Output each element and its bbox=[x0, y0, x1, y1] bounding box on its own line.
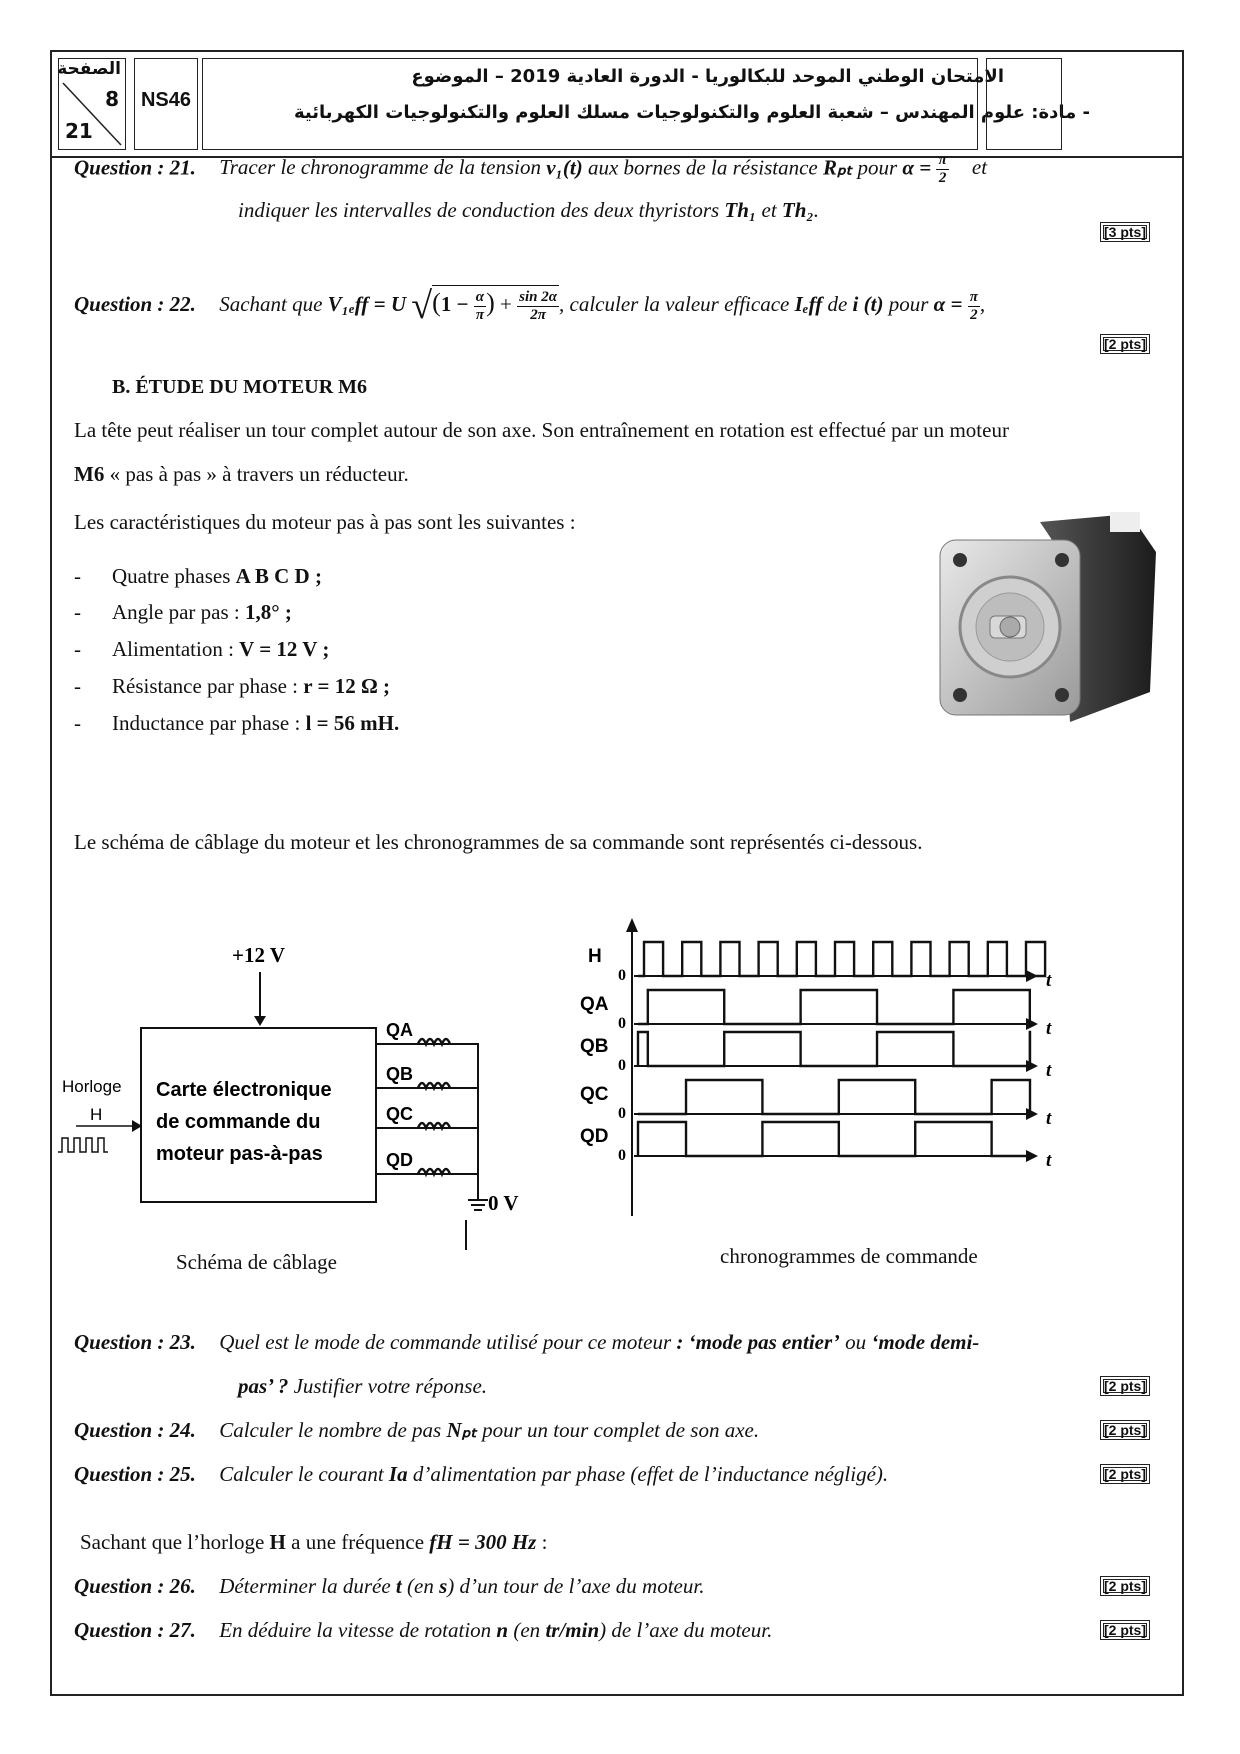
signal-label: QB bbox=[580, 1036, 609, 1057]
q26-t: t bbox=[395, 1574, 402, 1598]
signal-label: QD bbox=[580, 1126, 609, 1147]
t-label: t bbox=[1046, 1018, 1052, 1039]
clock-sentence-b: a une fréquence bbox=[285, 1530, 430, 1554]
q24-line bbox=[74, 1418, 759, 1443]
section-b-para3: Le schéma de câblage du moteur et les chronogrammes de sa commande sont représentés ci-dessous. bbox=[74, 830, 923, 854]
signal-label: QC bbox=[580, 1084, 609, 1105]
ground-label: 0 V bbox=[488, 1191, 519, 1215]
q27-points: [2 pts] bbox=[1100, 1620, 1150, 1640]
q22-label: Question : 22. bbox=[74, 291, 196, 316]
q21-line1 bbox=[74, 152, 987, 187]
exam-code: NS46 bbox=[140, 89, 192, 111]
q25-line bbox=[74, 1462, 888, 1487]
spec-item: - Inductance par phase : l = 56 mH. bbox=[74, 711, 400, 735]
clock-sentence-c: : bbox=[536, 1530, 548, 1554]
sqrt-body: (1 − $\frac{\alpha}{\pi}$ ) + $\frac{\sin 2\alpha}{2\pi}$ bbox=[432, 285, 559, 324]
page-counter-box bbox=[58, 58, 126, 150]
zero-label: 0 bbox=[618, 1147, 626, 1164]
q23-text-d: ‘mode demi- bbox=[871, 1330, 980, 1354]
wiring-caption: Schéma de câblage bbox=[176, 1250, 337, 1274]
q23-text-c: ou bbox=[839, 1330, 872, 1354]
clock-signal-icon bbox=[58, 1138, 108, 1152]
q22-points: [2 pts] bbox=[1100, 334, 1150, 354]
page-label: الصفحة bbox=[57, 59, 121, 79]
page-number: 8 bbox=[105, 87, 119, 111]
output-qd: QD bbox=[386, 1150, 413, 1170]
q21-et: et bbox=[971, 155, 988, 180]
sqrt-sign: √ bbox=[411, 285, 433, 327]
clock-sentence-h: H bbox=[269, 1530, 286, 1554]
waveform bbox=[638, 1080, 1030, 1114]
q23-text-f: Justifier votre réponse. bbox=[288, 1374, 488, 1398]
t-label: t bbox=[1046, 1150, 1052, 1171]
page-total: 21 bbox=[65, 119, 93, 143]
q26-line bbox=[74, 1574, 704, 1599]
q24-label: Question : 24. bbox=[74, 1418, 196, 1442]
stepper-motor-photo bbox=[920, 512, 1160, 742]
q26-text-b: (en bbox=[401, 1574, 440, 1598]
chrono-caption: chronogrammes de commande bbox=[720, 1244, 978, 1268]
q21-et2: et bbox=[756, 198, 782, 222]
rpt: Rₚₜ bbox=[822, 155, 853, 180]
spec-item: - Alimentation : V = 12 V ; bbox=[74, 637, 330, 661]
q25-text-a: Calculer le courant bbox=[219, 1462, 389, 1486]
q24-points: [2 pts] bbox=[1100, 1420, 1150, 1440]
sin-frac: $\frac{\sin 2\alpha}{2\pi}$ bbox=[519, 288, 558, 323]
board-line3: moteur pas-à-pas bbox=[156, 1143, 323, 1165]
clock-sentence bbox=[80, 1530, 547, 1555]
signal-label: H bbox=[588, 946, 602, 967]
waveform bbox=[638, 990, 1030, 1024]
q27-n: n bbox=[496, 1618, 509, 1642]
supply-arrow bbox=[254, 1016, 266, 1026]
board-line1: Carte électronique bbox=[156, 1079, 332, 1101]
q21-points: [3 pts] bbox=[1100, 222, 1150, 242]
it: i (t) bbox=[852, 291, 884, 316]
alpha-eq: α = bbox=[902, 155, 932, 180]
zero-label: 0 bbox=[618, 1105, 626, 1122]
q26-text-c: ) d’un tour de l’axe du moteur. bbox=[447, 1574, 705, 1598]
v1t: v₁(t) bbox=[546, 155, 583, 180]
q22-line bbox=[74, 284, 985, 328]
q21-label: Question : 21. bbox=[74, 155, 196, 180]
exam-title-line2: - مادة: علوم المهندس – شعبة العلوم والتكنولوجيات مسلك العلوم والتكنولوجيات الكهربائية bbox=[293, 102, 1090, 123]
chronogram-diagram bbox=[580, 916, 1180, 1226]
q27-label: Question : 27. bbox=[74, 1618, 196, 1642]
q26-s: s bbox=[439, 1574, 448, 1598]
ieff: Iₑff bbox=[794, 291, 823, 316]
th2: Th₂ bbox=[781, 198, 814, 222]
v1eff: V₁ₑff = U bbox=[327, 291, 407, 316]
board-line2: de commande du bbox=[156, 1111, 321, 1133]
waveform bbox=[638, 1122, 1030, 1156]
q23-points: [2 pts] bbox=[1100, 1376, 1150, 1396]
zero-label: 0 bbox=[618, 1015, 626, 1032]
q22-comma: , bbox=[979, 291, 986, 316]
t-label: t bbox=[1046, 1060, 1052, 1081]
q22-text-a: Sachant que bbox=[219, 291, 328, 316]
q22-text-d: pour bbox=[883, 291, 934, 316]
q23-label: Question : 23. bbox=[74, 1330, 196, 1354]
chrono-axis-arrow bbox=[626, 918, 638, 932]
m6: M6 bbox=[74, 462, 105, 486]
waveform bbox=[638, 1032, 1030, 1066]
pi-over-2b: $\frac{\pi}{2}$ bbox=[969, 288, 978, 323]
q21-line2 bbox=[238, 198, 819, 223]
q25-label: Question : 25. bbox=[74, 1462, 196, 1486]
plus: + bbox=[500, 291, 512, 316]
code-box bbox=[134, 58, 198, 150]
wiring-diagram bbox=[50, 930, 550, 1250]
q21-text2: indiquer les intervalles de conduction des deux thyristors bbox=[238, 198, 725, 222]
blank-box bbox=[986, 58, 1062, 150]
exam-header bbox=[52, 52, 1182, 158]
q23-line2 bbox=[238, 1374, 487, 1399]
q27-line bbox=[74, 1618, 772, 1643]
q26-text-a: Déterminer la durée bbox=[219, 1574, 396, 1598]
pi-over-2: $\frac{\pi}{2}$ bbox=[938, 152, 947, 186]
q23-text-a: Quel est le mode de commande utilisé pour ce moteur bbox=[219, 1330, 677, 1354]
q27-unit: tr/min bbox=[545, 1618, 600, 1642]
spec-item: - Angle par pas : 1,8° ; bbox=[74, 600, 292, 624]
alpha-eq-2: α = bbox=[933, 291, 963, 316]
exam-title-line1: الامتحان الوطني الموحد للبكالوريا - الدورة العادية 2019 – الموضوع bbox=[411, 66, 1004, 87]
fh: fH = 300 Hz bbox=[429, 1530, 537, 1554]
q23-text-b: : ‘mode pas entier’ bbox=[676, 1330, 840, 1354]
signal-label: QA bbox=[580, 994, 609, 1015]
q27-text-b: (en bbox=[508, 1618, 546, 1642]
zero-label: 0 bbox=[618, 1057, 626, 1074]
clock-sentence-a: Sachant que l’horloge bbox=[80, 1530, 270, 1554]
q24-text-b: pour un tour complet de son axe. bbox=[476, 1418, 760, 1442]
output-qa: QA bbox=[386, 1020, 413, 1040]
zero-label: 0 bbox=[618, 967, 626, 984]
q27-text-a: En déduire la vitesse de rotation bbox=[219, 1618, 497, 1642]
spec-item: - Quatre phases A B C D ; bbox=[74, 564, 322, 588]
time-axis-arrow bbox=[1026, 1108, 1038, 1120]
supply-label: +12 V bbox=[232, 943, 286, 967]
alpha-over-pi: $\frac{\alpha}{\pi}$ bbox=[475, 288, 485, 323]
t-label: t bbox=[1046, 970, 1052, 991]
q21-text-c: pour bbox=[852, 155, 903, 180]
section-b-title: B. ÉTUDE DU MOTEUR M6 bbox=[112, 376, 368, 398]
waveform bbox=[638, 942, 1045, 976]
q23-text-e: pas’ ? bbox=[238, 1374, 289, 1398]
ia: Ia bbox=[388, 1462, 408, 1486]
time-axis-arrow bbox=[1026, 1018, 1038, 1030]
spec-item: - Résistance par phase : r = 12 Ω ; bbox=[74, 674, 390, 698]
npt: Nₚₜ bbox=[446, 1418, 477, 1442]
q23-line1 bbox=[74, 1330, 979, 1355]
q21-text-b: aux bornes de la résistance bbox=[582, 155, 823, 180]
section-b-para1b bbox=[74, 462, 409, 487]
q27-text-c: ) de l’axe du moteur. bbox=[599, 1618, 773, 1642]
one-minus: 1 − bbox=[440, 291, 469, 316]
section-b-para2: Les caractéristiques du moteur pas à pas sont les suivantes : bbox=[74, 510, 576, 534]
th1: Th₁ bbox=[724, 198, 757, 222]
output-qb: QB bbox=[386, 1064, 413, 1084]
q26-points: [2 pts] bbox=[1100, 1576, 1150, 1596]
q22-text-b: , calculer la valeur efficace bbox=[559, 291, 795, 316]
output-qc: QC bbox=[386, 1104, 413, 1124]
q25-points: [2 pts] bbox=[1100, 1464, 1150, 1484]
q26-label: Question : 26. bbox=[74, 1574, 196, 1598]
clock-label: Horloge bbox=[62, 1077, 122, 1096]
q22-text-c: de bbox=[822, 291, 853, 316]
q24-text-a: Calculer le nombre de pas bbox=[219, 1418, 447, 1442]
chrono-rows bbox=[580, 942, 1052, 1171]
q25-text-b: d’alimentation par phase (effet de l’inductance négligé). bbox=[407, 1462, 889, 1486]
q21-dot: . bbox=[813, 198, 819, 222]
section-b-para1a: La tête peut réaliser un tour complet autour de son axe. Son entraînement en rotation est effectué par un moteur bbox=[74, 418, 1009, 442]
para1b-text: « pas à pas » à travers un réducteur. bbox=[104, 462, 409, 486]
q21-text: Tracer le chronogramme de la tension bbox=[219, 155, 547, 180]
clock-h: H bbox=[90, 1105, 103, 1124]
t-label: t bbox=[1046, 1108, 1052, 1129]
